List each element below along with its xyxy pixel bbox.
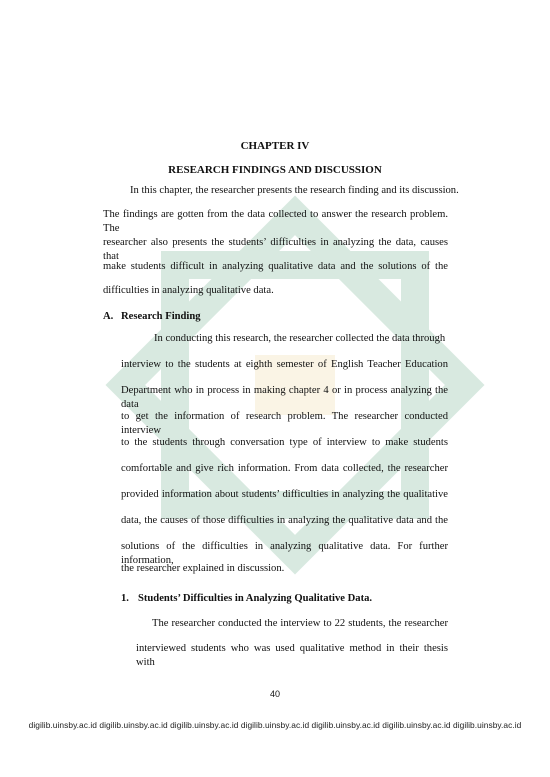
subsection-1-heading: Students’ Difficulties in Analyzing Qualitative Data. <box>138 593 373 604</box>
subsection-1-marker: 1. <box>121 593 129 604</box>
section-a-heading: Research Finding <box>121 311 201 322</box>
subsection-1-line-1: The researcher conducted the interview to 22 students, the researcher <box>152 618 448 629</box>
section-a-line-5: to the students through conversation type of interview to make students <box>121 437 448 448</box>
section-a-line-4: to get the information of research problem. The researcher conducted interview <box>121 411 448 436</box>
subsection-1-line-2: interviewed students who was used qualitative method in their thesis with <box>136 643 448 668</box>
intro-line-2: The findings are gotten from the data collected to answer the research problem. The <box>103 209 448 234</box>
chapter-title: CHAPTER IV <box>240 140 310 152</box>
footer-watermark-text: digilib.uinsby.ac.id digilib.uinsby.ac.id digilib.uinsby.ac.id digilib.uinsby.ac.id digilib.uinsby.ac.id digilib.uinsby.ac.id digilib.uinsby.ac.id <box>28 720 522 730</box>
section-a-line-9: solutions of the difficulties in analyzing qualitative data. For further information, <box>121 541 448 566</box>
intro-line-4: make students difficult in analyzing qualitative data and the solutions of the <box>103 261 448 272</box>
section-a-line-3: Department who in process in making chapter 4 or in process analyzing the data <box>121 385 448 410</box>
chapter-subtitle: RESEARCH FINDINGS AND DISCUSSION <box>168 164 382 176</box>
section-a-line-7: provided information about students’ difficulties in analyzing the qualitative <box>121 489 448 500</box>
intro-line-5: difficulties in analyzing qualitative data. <box>103 285 274 296</box>
section-a-line-1: In conducting this research, the researcher collected the data through <box>154 333 446 344</box>
section-a-marker: A. <box>103 311 114 322</box>
section-a-line-8: data, the causes of those difficulties in analyzing the qualitative data and the <box>121 515 448 526</box>
section-a-line-6: comfortable and give rich information. From data collected, the researcher <box>121 463 448 474</box>
intro-line-3: researcher also presents the students’ difficulties in analyzing the data, causes that <box>103 237 448 262</box>
page-number: 40 <box>269 689 280 699</box>
section-a-line-2: interview to the students at eighth semester of English Teacher Education <box>121 359 448 370</box>
section-a-line-10: the researcher explained in discussion. <box>121 563 285 574</box>
intro-line-1: In this chapter, the researcher presents the research finding and its discussion. <box>130 185 459 196</box>
